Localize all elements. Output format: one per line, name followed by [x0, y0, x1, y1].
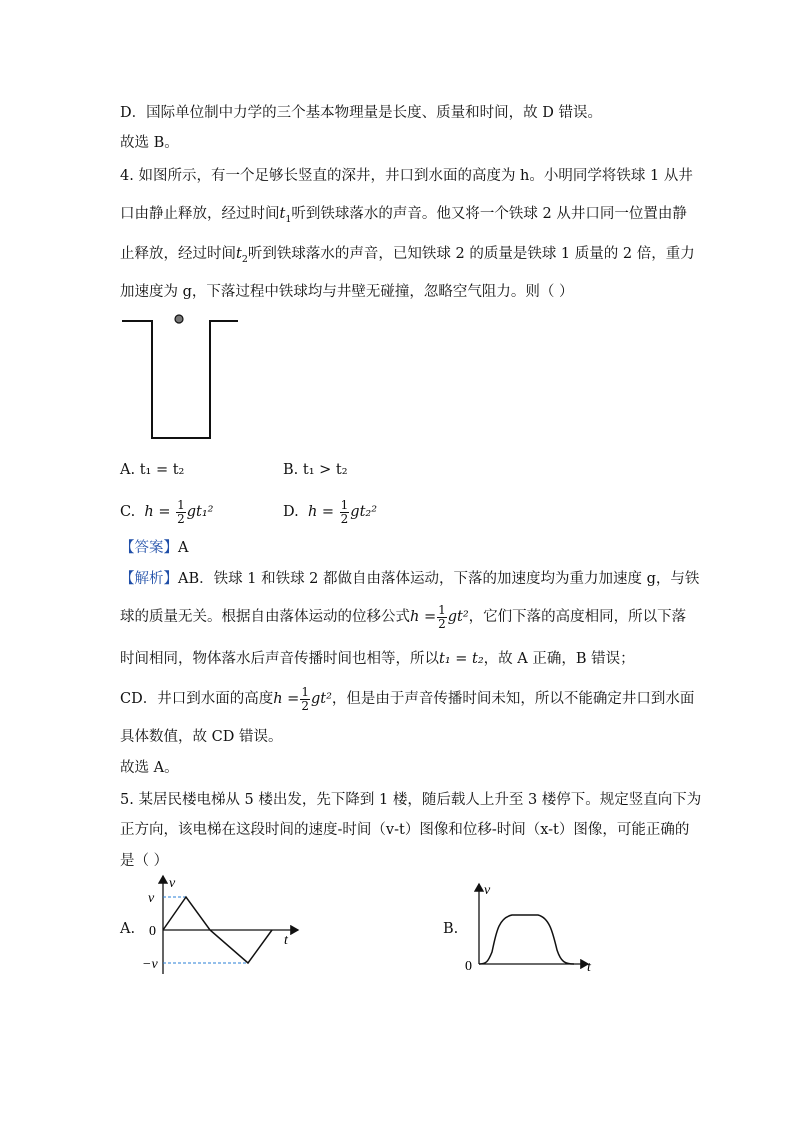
q4-line-2: 口由静止释放，经过时间$t_1$听到铁球落水的声音。他又将一个铁球 2 从井口同一位置由静	[120, 206, 687, 225]
q4-line-3: 止释放，经过时间$t_2$听到铁球落水的声音，已知铁球 2 的质量是铁球 1 质量的 2 倍，重力	[120, 246, 695, 265]
analysis-line-4: CD．井口到水面的高度h = $\frac{1}{2}$ gt²，但是由于声音传播时间未知，所以不能确定井口到水面	[120, 684, 695, 713]
option-c[interactable]: C. h = $\frac{1}{2}$ gt₁²	[120, 497, 214, 526]
q5-line-1: 5. 某居民楼电梯从 5 楼出发，先下降到 1 楼，随后载人上升至 3 楼停下。规定竖直向下为	[120, 792, 702, 808]
analysis-tag: 【解析】	[120, 571, 178, 587]
choose-a-line: 故选 A。	[120, 760, 179, 776]
option-b[interactable]: B. t₁ > t₂	[283, 462, 348, 478]
q5-line-3: 是（ ）	[120, 853, 169, 869]
graph-b-x-label: t	[587, 960, 591, 975]
analysis-line-2: 球的质量无关。根据自由落体运动的位移公式h = $\frac{1}{2}$ gt²，它们下落的高度相同，所以下落	[120, 602, 687, 631]
analysis-line-5: 具体数值，故 CD 错误。	[120, 729, 283, 745]
q5-line-2: 正方向，该电梯在这段时间的速度-时间（v-t）图像和位移-时间（x-t）图像，可能正确的	[120, 822, 690, 838]
iron-ball	[175, 315, 183, 323]
graph-a-y-label: v	[169, 876, 176, 891]
graph-b-zero-label: 0	[465, 959, 472, 974]
q4-line-1: 4. 如图所示，有一个足够长竖直的深井，井口到水面的高度为 h。小明同学将铁球 1 从井	[120, 168, 693, 184]
well-diagram	[118, 308, 244, 442]
graph-a-label[interactable]: A.	[120, 921, 136, 937]
q4-line-4: 加速度为 g，下落过程中铁球均与井壁无碰撞，忽略空气阻力。则（ ）	[120, 284, 574, 300]
graph-b-label[interactable]: B.	[443, 921, 459, 937]
option-d[interactable]: D. h = $\frac{1}{2}$ gt₂²	[283, 497, 378, 526]
graph-a-x-label: t	[284, 933, 288, 948]
graph-a-zero-label: 0	[149, 924, 156, 939]
analysis-line-3: 时间相同，物体落水后声音传播时间也相等，所以t₁ = t₂，故 A 正确，B 错误；	[120, 651, 635, 667]
option-d-conclusion: D．国际单位制中力学的三个基本物理量是长度、质量和时间，故 D 错误。	[120, 105, 602, 121]
graph-a-vpos-label: v	[148, 891, 155, 906]
graph-b-y-label: v	[484, 883, 491, 898]
analysis-line-1: 【解析】AB．铁球 1 和铁球 2 都做自由落体运动，下落的加速度均为重力加速度 g，与铁	[120, 571, 700, 587]
graph-b-vt	[462, 878, 607, 978]
well-outline	[122, 321, 238, 438]
option-a[interactable]: A. t₁ = t₂	[120, 462, 185, 478]
graph-a-vneg-label: −v	[142, 957, 158, 972]
answer-line: 【答案】A	[120, 540, 189, 556]
graph-a-vt	[138, 870, 308, 982]
choose-b-line: 故选 B。	[120, 135, 179, 151]
answer-tag: 【答案】	[120, 540, 178, 556]
graph-b-curve	[479, 915, 574, 964]
